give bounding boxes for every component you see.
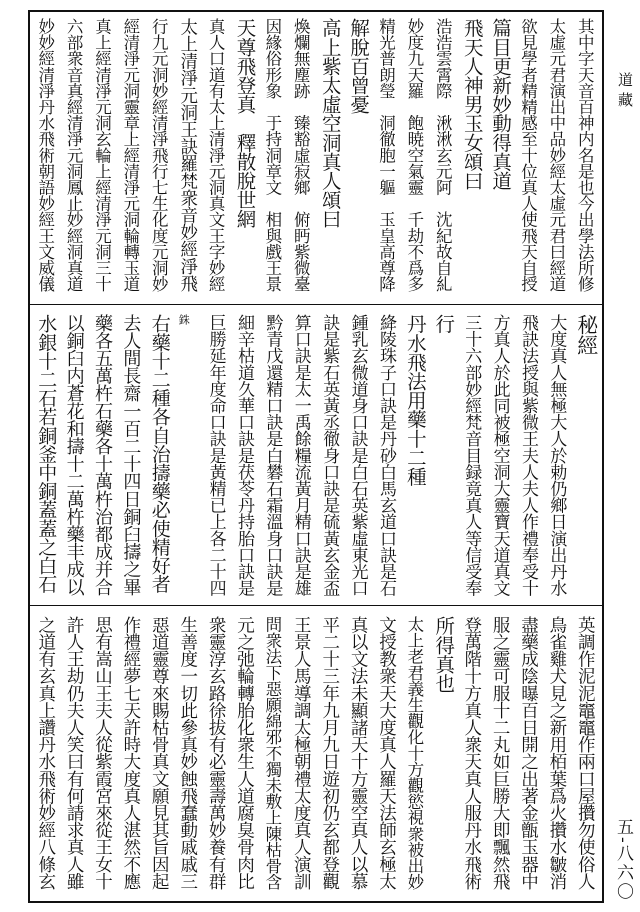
- text-column: 秘經: [574, 314, 599, 356]
- text-column: 高上紫太虛空洞真人頌曰: [318, 18, 342, 229]
- text-column: 經清淨元洞靈章上經清淨元洞輪轉玉道: [120, 18, 140, 292]
- text-column: 精光普朗瑩 洞徹胞一軀 玉皇高尊降: [376, 18, 396, 292]
- text-register-middle: [32, 308, 600, 603]
- text-column: 鳥雀雞犬見之新用栢葉爲火攢水皺消: [546, 616, 567, 890]
- text-column: 妙妙經清淨丹水飛術朝語妙經王文威儀: [35, 18, 55, 292]
- text-column: 水銀十二石若銅釜中銅蓋蓋之白石: [35, 314, 58, 594]
- text-column: 六部衆音真經清淨元洞鳳止妙經洞真道: [64, 18, 84, 292]
- text-column: 太上老君義生觀化十方觀慾視衆被出妙: [404, 616, 424, 890]
- text-column: 文授教衆天大度真人羅天法師玄極太: [376, 616, 397, 890]
- text-column: 登萬階十方真人衆天真人服丹水飛術: [461, 616, 482, 890]
- text-column: 真上經清淨元洞玄輪上經清淨元洞三十: [92, 18, 112, 292]
- text-column: 右藥十二種各自治擣藥必使精好者: [148, 314, 171, 594]
- text-column: 行九元洞妙經清淨飛行七生化度元洞妙: [149, 18, 169, 292]
- text-column: 丹水飛法用藥十二種: [403, 314, 427, 486]
- text-column: 惡道靈尊來賜枯骨真文願見其旨因起: [149, 616, 170, 890]
- text-column: 解脫百曾憂: [347, 18, 371, 114]
- text-column: 絳陵珠子口訣是丹砂白馬玄道口訣是石: [376, 314, 396, 597]
- text-column: 作禮經夢七天許時大度真人湛然不應: [120, 616, 141, 890]
- text-column: 篇目更新妙動得真道: [489, 18, 513, 190]
- text-column: 大度真人無極大人於勅仍鄉日演出丹水: [546, 314, 567, 597]
- text-column: 欲見學者精精感至十位真人使飛天自授: [518, 18, 538, 292]
- text-column: 細辛枯道久華口訣是茯苓丹持胎口訣是: [234, 314, 254, 597]
- register-divider-1: [28, 304, 604, 305]
- text-column: 之道有玄真上讚丹水飛術妙經八條玄: [35, 616, 56, 890]
- text-column: 服之靈可服十二丸如巨勝大即飄然飛: [490, 616, 511, 890]
- collection-title: 道 藏: [616, 72, 634, 107]
- text-column: 行: [432, 314, 456, 334]
- text-column: 方真人於此同被極空洞大靈寶天道真文: [489, 314, 510, 597]
- text-column: 太虛元君演出中品妙經太虛元君曰經道: [546, 18, 566, 292]
- text-column: 以銅臼内蒼花和擣十二萬杵藥丰成以: [63, 314, 85, 596]
- text-column: 真人口道有太上清淨元洞真文王字妙經: [206, 18, 226, 292]
- text-column: 煥爛無塵跡 臻豁虛寂鄉 俯眄紫微臺: [291, 18, 311, 292]
- text-column: 巨勝延年度命口訣是黃精已上各二十四: [205, 314, 226, 597]
- text-column: 衆靈淳玄路徐拔有必靈壽萬妙養有群: [206, 616, 227, 890]
- page-number: 五-八六〇: [613, 818, 633, 902]
- text-column: 黔青戊還精口訣是白礬石霜溫身口訣是: [262, 314, 283, 597]
- register-divider-2: [28, 605, 604, 606]
- text-column: 生善度一切此參真妙蝕飛蠢動戚戚三: [177, 616, 198, 890]
- text-register-upper: [32, 12, 600, 302]
- text-column: 王景人馬導調太極朝禮太度真人演訓: [291, 616, 312, 890]
- text-column: 真以文法未顯諸天十方靈空真人以慕: [348, 616, 369, 890]
- text-column: 盡藥成陰曝百日開之出著金甑玉器中: [518, 616, 539, 890]
- text-column: 飛訣法授與紫微王夫人夫人作禮奉受十: [518, 314, 538, 597]
- text-column: 因緣俗形象 于持洞章文 相與戲王景: [262, 18, 282, 292]
- text-column: 銖: [177, 314, 191, 325]
- text-column: 問衆法下惡願綿邪不獨未敷上陳枯骨含: [262, 616, 282, 890]
- text-column: 浩浩雲霄際 湫湫玄元阿 沈紀故自糺: [433, 18, 453, 292]
- text-column: 訣是紫石英黃丞徹身口訣是硫黃玄金盃: [319, 314, 340, 597]
- text-column: 飛天人神男玉女頌曰: [460, 18, 484, 190]
- text-column: 天尊飛登真 釋散脫世網: [233, 18, 257, 229]
- text-column: 許人王劫仍夫人笑曰有何請求真人雖: [64, 616, 85, 890]
- text-column: 所得真也: [432, 616, 456, 693]
- text-column: 三十六部妙經梵音目録竟真人等信受奉: [461, 314, 482, 597]
- text-column: 藥各五萬杵石藥各十萬杵治都成并合: [92, 314, 113, 596]
- text-column: 算口訣是太一禹餘糧流黃月精口訣是雄: [290, 314, 311, 597]
- text-column: 平二十三年九月九日遊初仍玄都登觀: [319, 616, 340, 890]
- text-column: 思有嵩山王夫人從紫霞宮來從王女十: [92, 616, 113, 890]
- text-register-lower: [32, 610, 600, 900]
- text-column: 妙度九天羅 飽暁空氣靈 千劫不爲多: [404, 18, 424, 292]
- text-column: 鍾乳玄微道身口訣是白石英紫虛東光口: [347, 314, 368, 597]
- text-column: 去人間長齋一百二十四日銅臼擣之畢: [120, 314, 142, 596]
- text-column: 其中字天音百神内名是也今出學法所修: [575, 18, 595, 292]
- text-column: 太上清淨元洞王訣羅梵衆音妙經淨飛: [177, 18, 198, 292]
- text-column: 元之弛輪轉胎化衆生人道腐臭骨肉比: [234, 616, 255, 890]
- text-column: 英調作泥泥竈竈作兩口屋攢勿使俗人: [575, 616, 596, 890]
